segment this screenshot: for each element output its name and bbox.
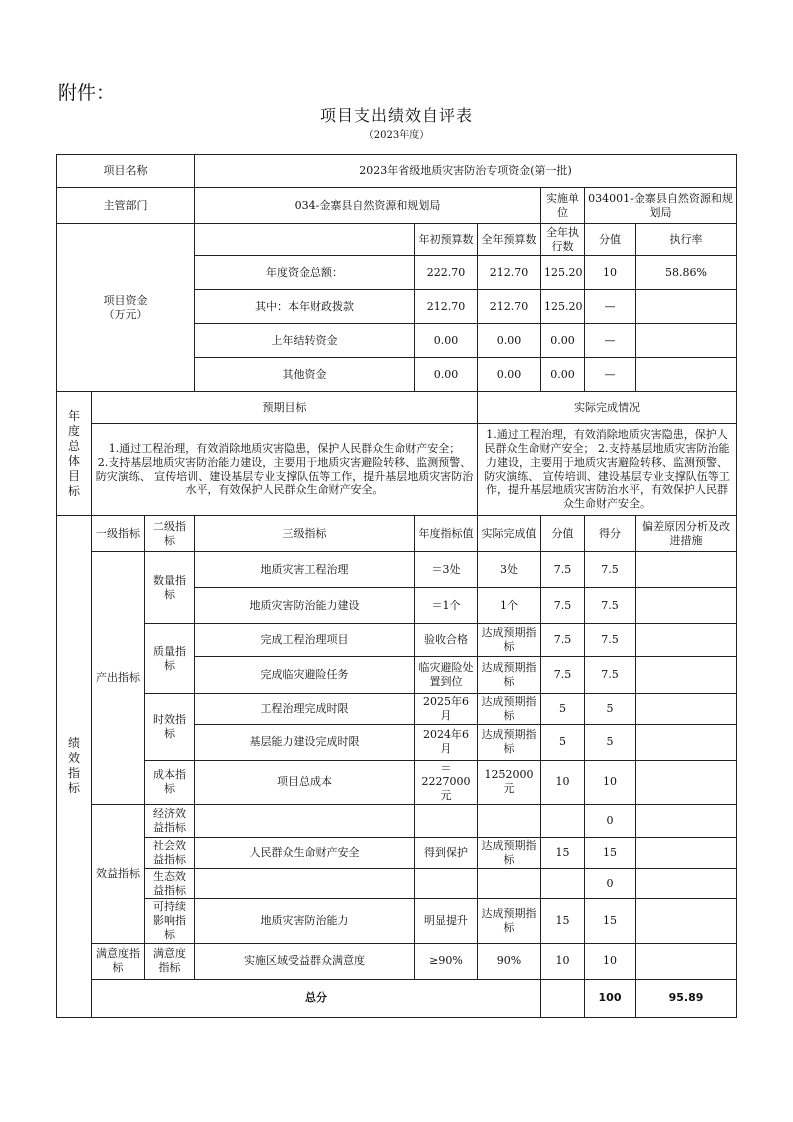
ind-l3-name: [195, 804, 415, 837]
ind-value: 5: [541, 694, 585, 725]
ind-deviation: [636, 657, 737, 694]
total-score: 95.89: [636, 979, 737, 1017]
ind-score: 7.5: [585, 552, 636, 588]
ind-l3-name: 完成工程治理项目: [195, 624, 415, 657]
funds-row-initial: 212.70: [415, 290, 478, 324]
ind-deviation: [636, 760, 737, 804]
ind-target: [415, 868, 478, 899]
ind-target: 临灾避险处置到位: [415, 657, 478, 694]
ind-value: 15: [541, 837, 585, 868]
ind-target: 得到保护: [415, 837, 478, 868]
ind-deviation: [636, 552, 737, 588]
ind-value: 10: [541, 943, 585, 979]
ind-target: [415, 804, 478, 837]
ind-actual: [478, 804, 541, 837]
ind-score: 7.5: [585, 624, 636, 657]
ind-header-value: 分值: [541, 516, 585, 552]
page-title: 项目支出绩效自评表: [319, 106, 473, 125]
ind-l3-name: 完成临灾避险任务: [195, 657, 415, 694]
ind-deviation: [636, 837, 737, 868]
funds-header-annual: 全年预算数: [478, 224, 541, 256]
funds-header-blank: [195, 224, 415, 256]
indicators-side-text: 绩 效 指 标: [67, 736, 80, 796]
funds-row-score-value: —: [585, 290, 636, 324]
unit-label: 实施单位: [541, 188, 585, 224]
dept-label: 主管部门: [57, 188, 195, 224]
ind-actual: 达成预期指标: [478, 694, 541, 725]
total-blank: [541, 979, 585, 1017]
ind-value: [541, 868, 585, 899]
goals-actual-header: 实际完成情况: [478, 392, 737, 424]
attachment-label: 附件：: [58, 82, 116, 104]
funds-row-rate: [636, 324, 737, 358]
year-label: （2023年度）: [363, 130, 430, 141]
ind-actual: 1252000元: [478, 760, 541, 804]
ind-value: 7.5: [541, 588, 585, 624]
ind-l2-sustainable: 可持续影响指标: [145, 899, 195, 943]
ind-score: 0: [585, 868, 636, 899]
ind-target: ≥90%: [415, 943, 478, 979]
project-name: 2023年省级地质灾害防治专项资金(第一批): [195, 155, 737, 188]
ind-actual: 达成预期指标: [478, 624, 541, 657]
funds-header-initial: 年初预算数: [415, 224, 478, 256]
funds-row-label: 年度资金总额：: [195, 256, 415, 290]
ind-l2-timeliness: 时效指标: [145, 694, 195, 761]
funds-row-executed: 0.00: [541, 324, 585, 358]
ind-actual: 达成预期指标: [478, 657, 541, 694]
ind-target: ＝3处: [415, 552, 478, 588]
project-name-label: 项目名称: [57, 155, 195, 188]
ind-target: 2024年6月: [415, 724, 478, 760]
ind-l2-social: 社会效益指标: [145, 837, 195, 868]
ind-score: 0: [585, 804, 636, 837]
ind-l2-quality: 质量指标: [145, 624, 195, 694]
ind-deviation: [636, 804, 737, 837]
ind-actual: [478, 868, 541, 899]
ind-target: ＝2227000元: [415, 760, 478, 804]
ind-header-score: 得分: [585, 516, 636, 552]
ind-score: 10: [585, 760, 636, 804]
ind-actual: 达成预期指标: [478, 724, 541, 760]
ind-value: 7.5: [541, 657, 585, 694]
ind-deviation: [636, 943, 737, 979]
ind-header-target: 年度指标值: [415, 516, 478, 552]
funds-row-annual: 212.70: [478, 290, 541, 324]
funds-header-rate: 执行率: [636, 224, 737, 256]
ind-l3-name: [195, 868, 415, 899]
ind-score: 10: [585, 943, 636, 979]
funds-row-label: 上年结转资金: [195, 324, 415, 358]
ind-target: 2025年6月: [415, 694, 478, 725]
funds-row-score-value: —: [585, 324, 636, 358]
ind-value: 7.5: [541, 552, 585, 588]
ind-l2-economic: 经济效益指标: [145, 804, 195, 837]
performance-table: [56, 154, 737, 1018]
ind-value: 5: [541, 724, 585, 760]
goals-expected-header: 预期目标: [92, 392, 478, 424]
funds-row-initial: 0.00: [415, 358, 478, 392]
funds-row-rate: [636, 290, 737, 324]
ind-actual: 1个: [478, 588, 541, 624]
ind-score: 5: [585, 694, 636, 725]
funds-row-rate: 58.86%: [636, 256, 737, 290]
ind-l3-name: 实施区域受益群众满意度: [195, 943, 415, 979]
funds-row-initial: 0.00: [415, 324, 478, 358]
ind-header-l2: 二级指标: [145, 516, 195, 552]
funds-header-score-value: 分值: [585, 224, 636, 256]
ind-target: 验收合格: [415, 624, 478, 657]
funds-row-executed: 125.20: [541, 290, 585, 324]
unit-value: 034001-金寨县自然资源和规划局: [585, 188, 737, 224]
ind-header-deviation: 偏差原因分析及改进措施: [636, 516, 737, 552]
funds-row-label: 其他资金: [195, 358, 415, 392]
dept-value: 034-金寨县自然资源和规划局: [195, 188, 541, 224]
ind-score: 15: [585, 899, 636, 943]
ind-l2-quantity: 数量指标: [145, 552, 195, 624]
ind-l3-name: 地质灾害防治能力: [195, 899, 415, 943]
ind-l3-name: 项目总成本: [195, 760, 415, 804]
funds-row-executed: 125.20: [541, 256, 585, 290]
ind-value: 10: [541, 760, 585, 804]
ind-deviation: [636, 588, 737, 624]
ind-target: ＝1个: [415, 588, 478, 624]
ind-value: [541, 804, 585, 837]
ind-actual: 达成预期指标: [478, 899, 541, 943]
ind-l1-benefit: 效益指标: [92, 804, 145, 943]
funds-row-initial: 222.70: [415, 256, 478, 290]
ind-actual: 达成预期指标: [478, 837, 541, 868]
ind-l3-name: 基层能力建设完成时限: [195, 724, 415, 760]
goals-expected-text: 1.通过工程治理，有效消除地质灾害隐患，保护人民群众生命财产安全； 2.支持基层地质灾害防治能力建设，主要用于地质灾害避险转移、监测预警、防灾演练、 宣传培训、建设基层专业支撑队伍等工作，提升基层地质灾害防治水平，有效保护人民群众生命财产安全。: [92, 424, 478, 516]
funds-row-annual: 212.70: [478, 256, 541, 290]
ind-l1-satisfaction: 满意度指标: [92, 943, 145, 979]
ind-score: 7.5: [585, 657, 636, 694]
funds-row-label: 其中：本年财政拨款: [195, 290, 415, 324]
goals-side-label: [57, 392, 92, 516]
ind-deviation: [636, 899, 737, 943]
ind-deviation: [636, 868, 737, 899]
ind-value: 7.5: [541, 624, 585, 657]
ind-deviation: [636, 694, 737, 725]
ind-l1-output: 产出指标: [92, 552, 145, 805]
ind-l3-name: 人民群众生命财产安全: [195, 837, 415, 868]
total-value: 100: [585, 979, 636, 1017]
goals-actual-text: 1.通过工程治理，有效消除地质灾害隐患，保护人民群众生命财产安全； 2.支持基层地质灾害防治能力建设，主要用于地质灾害避险转移、监测预警、防灾演练、 宣传培训、建设基层专业支撑队伍等工作，提升基层地质灾害防治水平，有效保护人民群众生命财产安全。: [478, 424, 737, 516]
ind-value: 15: [541, 899, 585, 943]
ind-l2-cost: 成本指标: [145, 760, 195, 804]
funds-row-rate: [636, 358, 737, 392]
total-label: 总分: [92, 979, 541, 1017]
ind-header-l3: 三级指标: [195, 516, 415, 552]
funds-row-executed: 0.00: [541, 358, 585, 392]
ind-header-l1: 一级指标: [92, 516, 145, 552]
funds-row-score-value: —: [585, 358, 636, 392]
ind-score: 7.5: [585, 588, 636, 624]
funds-row-annual: 0.00: [478, 324, 541, 358]
ind-l3-name: 工程治理完成时限: [195, 694, 415, 725]
funds-header-executed: 全年执行数: [541, 224, 585, 256]
ind-l2-satisfaction: 满意度指标: [145, 943, 195, 979]
ind-score: 15: [585, 837, 636, 868]
ind-target: 明显提升: [415, 899, 478, 943]
ind-score: 5: [585, 724, 636, 760]
funds-label: 项目资金 （万元）: [57, 224, 195, 392]
funds-row-annual: 0.00: [478, 358, 541, 392]
ind-actual: 90%: [478, 943, 541, 979]
ind-l3-name: 地质灾害防治能力建设: [195, 588, 415, 624]
ind-deviation: [636, 724, 737, 760]
ind-actual: 3处: [478, 552, 541, 588]
funds-row-score-value: 10: [585, 256, 636, 290]
ind-deviation: [636, 624, 737, 657]
indicators-side-label: [57, 516, 92, 1018]
goals-side-text: 年 度 总 体 目 标: [67, 408, 80, 498]
ind-header-actual: 实际完成值: [478, 516, 541, 552]
ind-l3-name: 地质灾害工程治理: [195, 552, 415, 588]
ind-l2-ecological: 生态效益指标: [145, 868, 195, 899]
